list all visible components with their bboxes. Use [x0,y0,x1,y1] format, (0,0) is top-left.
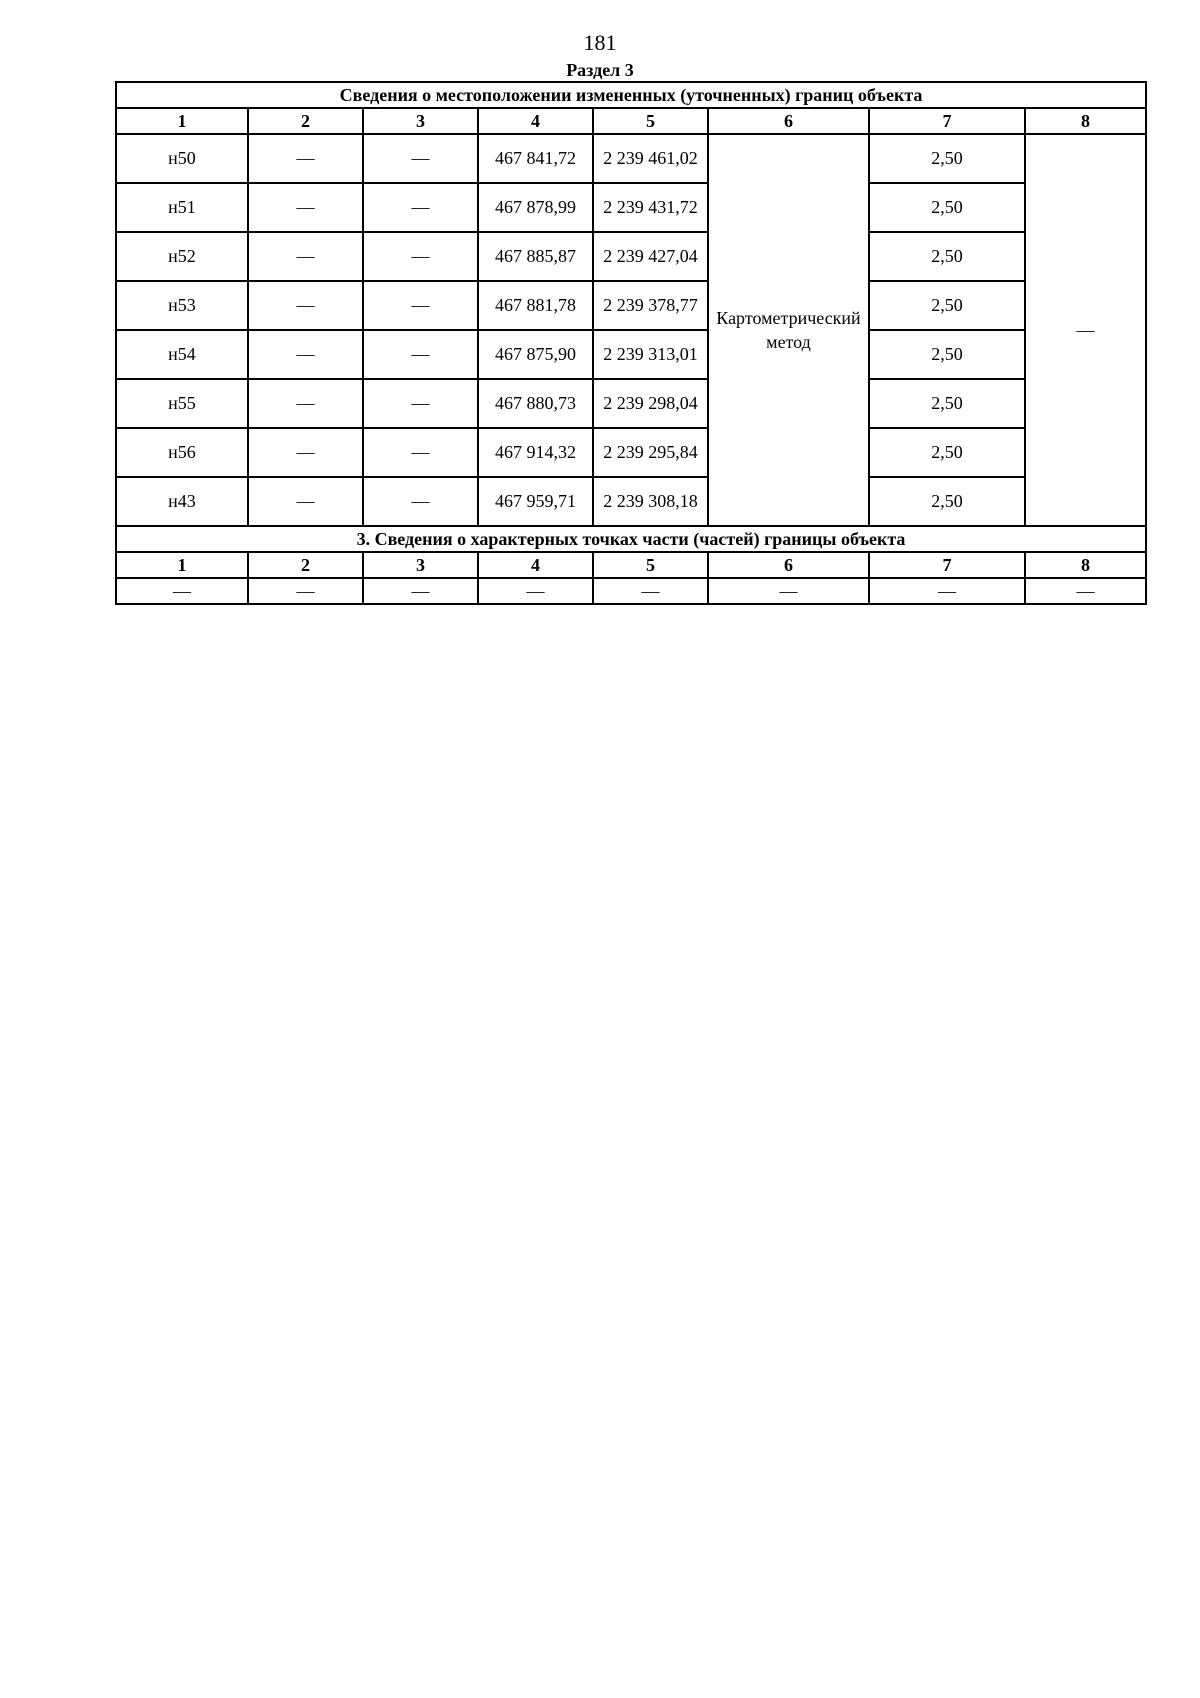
coord-x: 467 841,72 [478,134,593,183]
table2-header-cell: 8 [1025,552,1146,578]
point-id: н50 [116,134,248,183]
cell: — [708,578,869,604]
table2-header-cell: 5 [593,552,708,578]
cell: — [248,183,363,232]
coord-y: 2 239 431,72 [593,183,708,232]
cell: — [363,134,478,183]
col8-cell: — [1025,134,1146,526]
table1-header-cell: 2 [248,108,363,134]
coord-y: 2 239 461,02 [593,134,708,183]
method-cell: Картометрический метод [708,134,869,526]
coord-x: 467 959,71 [478,477,593,526]
table2-header-cell: 4 [478,552,593,578]
point-id: н55 [116,379,248,428]
table1-header-row [116,108,1146,134]
cell: — [1025,578,1146,604]
point-id: н54 [116,330,248,379]
accuracy: 2,50 [869,232,1025,281]
table1-header-cell: 5 [593,108,708,134]
cell: — [248,134,363,183]
table1-header-cell: 4 [478,108,593,134]
coord-y: 2 239 378,77 [593,281,708,330]
accuracy: 2,50 [869,379,1025,428]
accuracy: 2,50 [869,477,1025,526]
cell: — [363,428,478,477]
table-row [116,578,1146,604]
coord-x: 467 880,73 [478,379,593,428]
coord-x: 467 914,32 [478,428,593,477]
accuracy: 2,50 [869,183,1025,232]
accuracy: 2,50 [869,134,1025,183]
table-row [116,379,1146,428]
cell: — [248,428,363,477]
table-row [116,428,1146,477]
accuracy: 2,50 [869,281,1025,330]
cell: — [363,330,478,379]
table2-header-cell: 6 [708,552,869,578]
table1-header-cell: 3 [363,108,478,134]
table1-header-cell: 6 [708,108,869,134]
table2-header-cell: 7 [869,552,1025,578]
table2-header-cell: 3 [363,552,478,578]
cell: — [363,578,478,604]
cell: — [478,578,593,604]
cell: — [363,183,478,232]
table-row [116,281,1146,330]
coord-x: 467 878,99 [478,183,593,232]
cell: — [248,330,363,379]
section-title: Раздел 3 [566,60,634,80]
coord-y: 2 239 427,04 [593,232,708,281]
cell: — [116,578,248,604]
cell: — [869,578,1025,604]
table-row [116,232,1146,281]
point-id: н52 [116,232,248,281]
cell: — [248,578,363,604]
coord-y: 2 239 308,18 [593,477,708,526]
point-id: н51 [116,183,248,232]
table1-header-cell: 8 [1025,108,1146,134]
coord-x: 467 875,90 [478,330,593,379]
cell: — [363,477,478,526]
point-id: н43 [116,477,248,526]
table-row [116,330,1146,379]
table1-header-cell: 1 [116,108,248,134]
table2-title: 3. Сведения о характерных точках части (частей) границы объекта [116,526,1146,552]
cell: — [248,232,363,281]
coord-x: 467 881,78 [478,281,593,330]
cell: — [248,281,363,330]
cell: — [363,281,478,330]
point-id: н53 [116,281,248,330]
table-row [116,477,1146,526]
cell: — [593,578,708,604]
cell: — [363,379,478,428]
coord-x: 467 885,87 [478,232,593,281]
accuracy: 2,50 [869,428,1025,477]
table-row [116,183,1146,232]
cell: — [248,379,363,428]
coord-y: 2 239 313,01 [593,330,708,379]
point-id: н56 [116,428,248,477]
coord-y: 2 239 298,04 [593,379,708,428]
table-row [116,134,1146,183]
page-number: 181 [583,30,617,55]
boundary-table [115,81,1147,605]
table2-header-cell: 1 [116,552,248,578]
table2-header-cell: 2 [248,552,363,578]
table2-header-row [116,552,1146,578]
table1-title: Сведения о местоположении измененных (уточненных) границ объекта [116,82,1146,108]
table1-header-cell: 7 [869,108,1025,134]
cell: — [363,232,478,281]
cell: — [248,477,363,526]
coord-y: 2 239 295,84 [593,428,708,477]
accuracy: 2,50 [869,330,1025,379]
